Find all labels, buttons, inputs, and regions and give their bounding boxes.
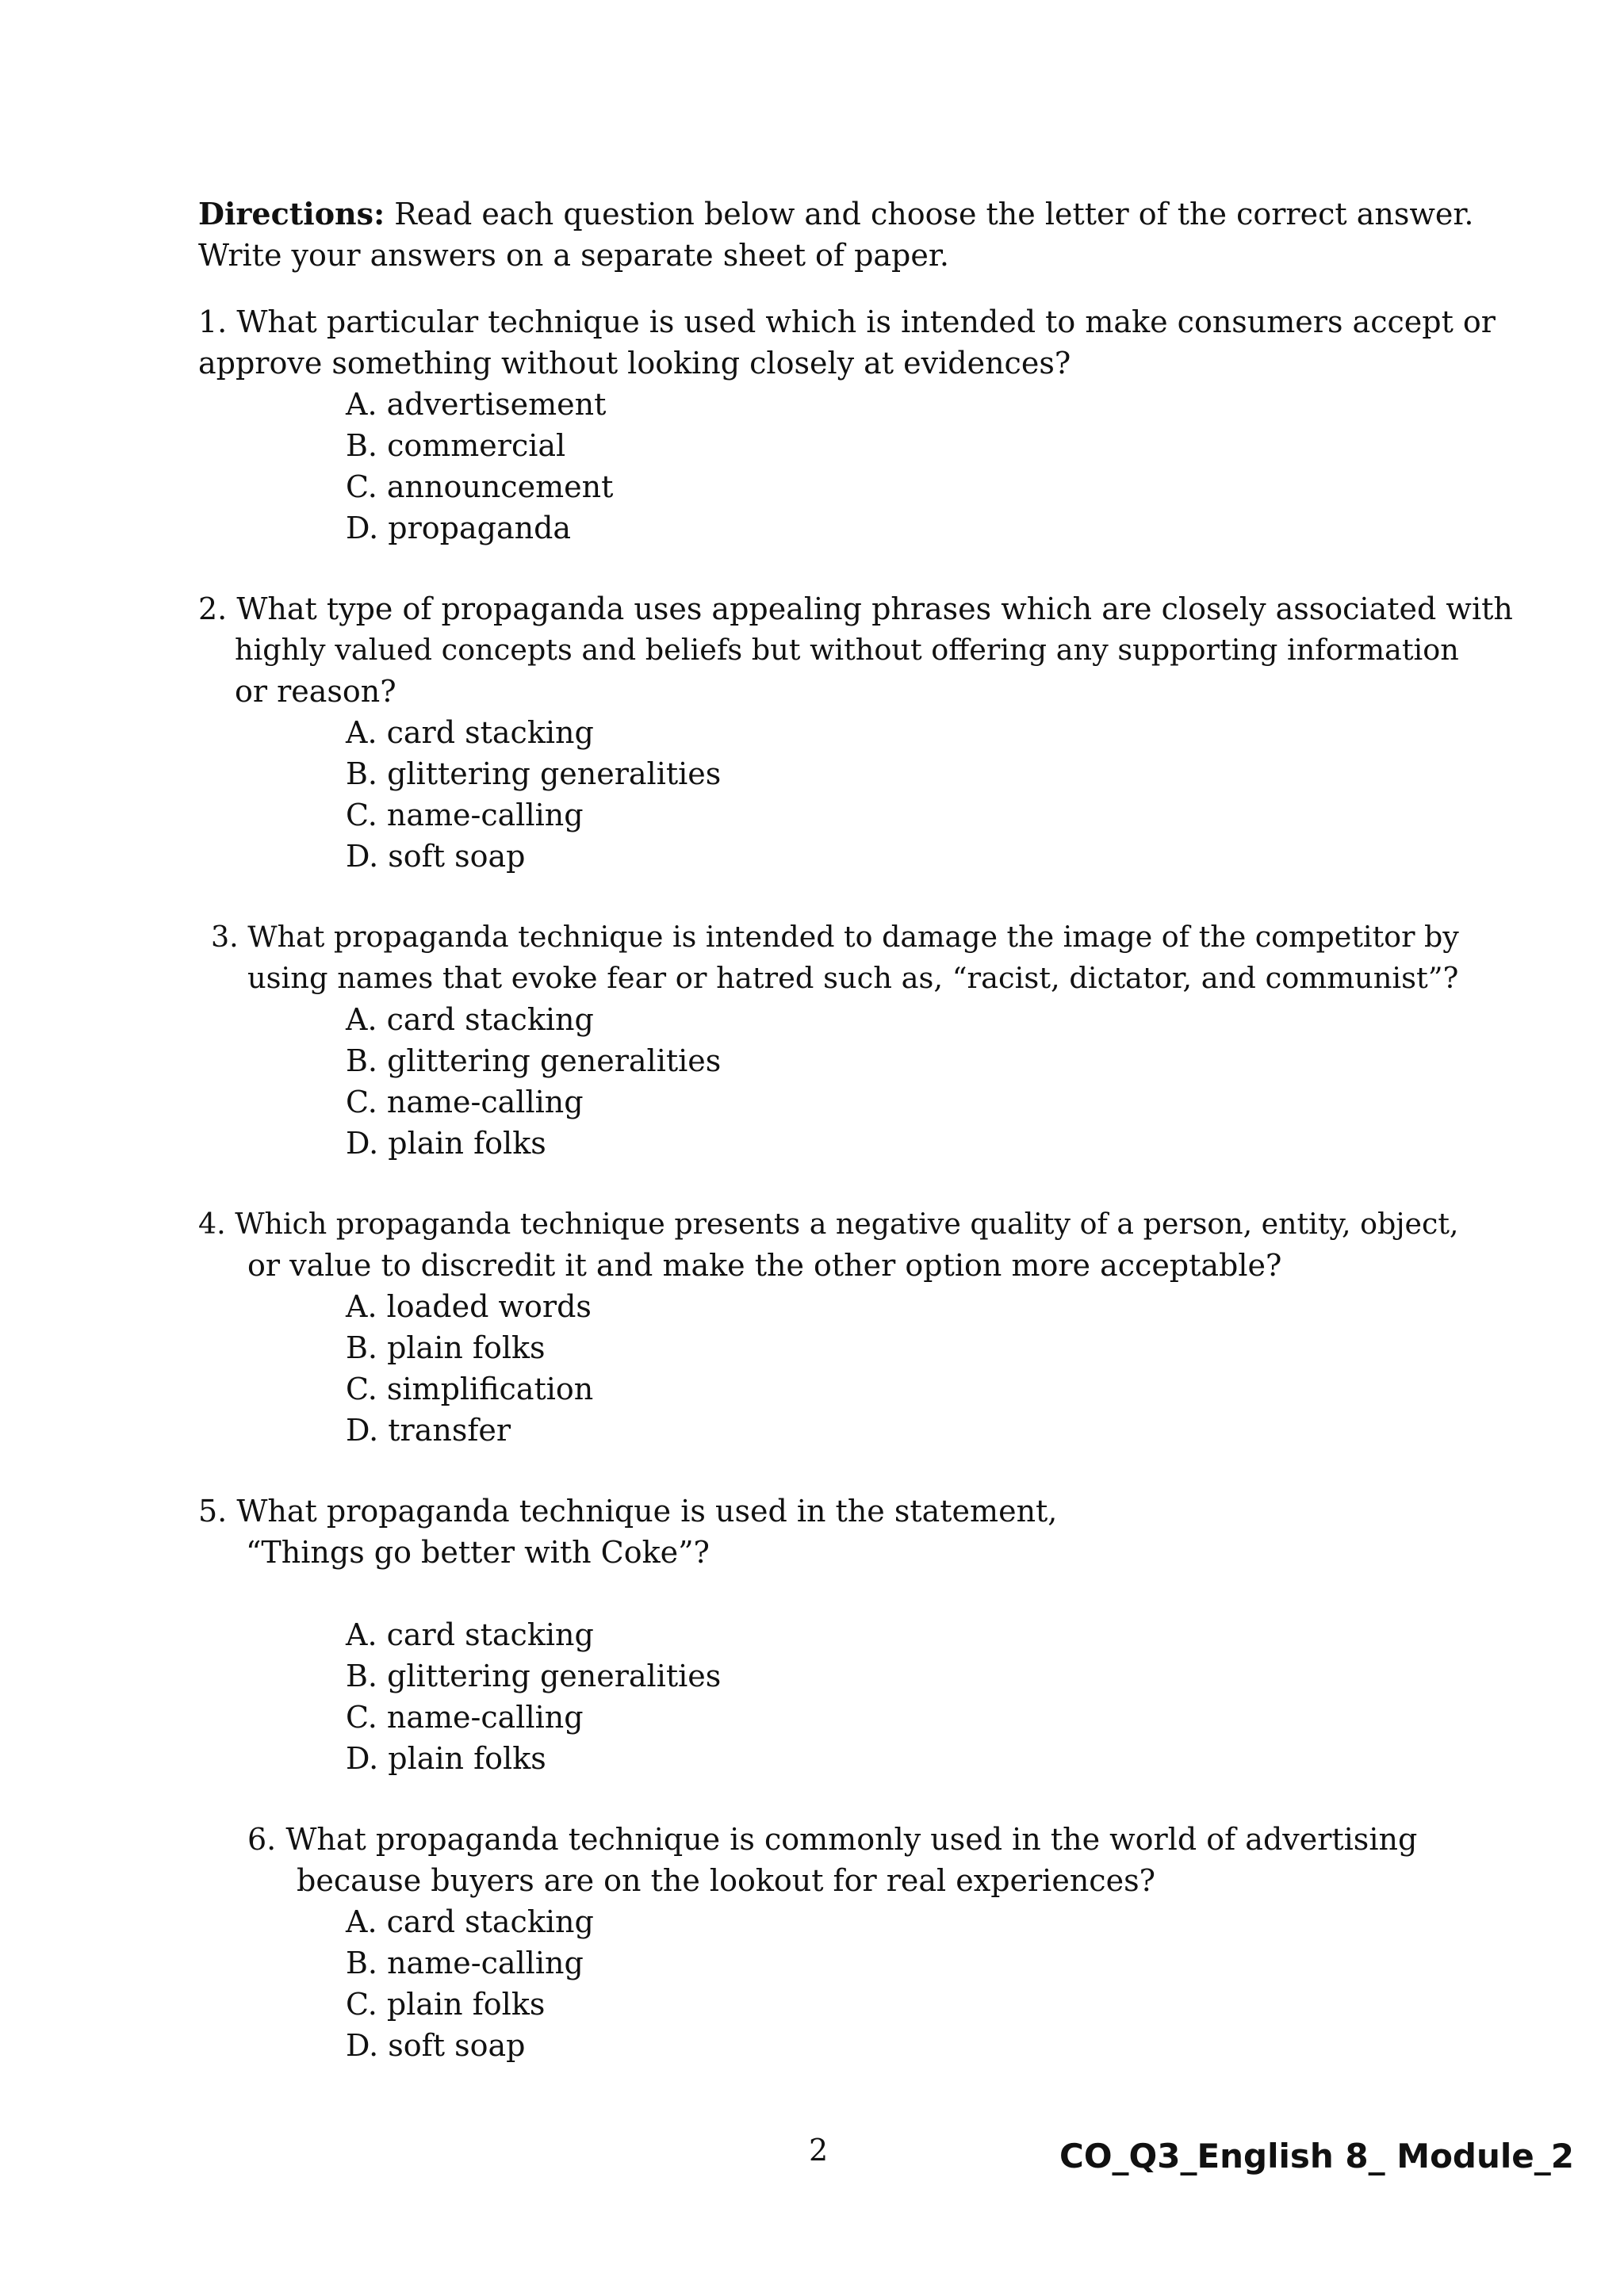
question-3-option-a: A. card stacking — [346, 1002, 594, 1037]
question-3-option-c: C. name-calling — [346, 1085, 584, 1119]
question-5-line-2: “Things go better with Coke”? — [246, 1535, 710, 1570]
question-1-line-1: 1. What particular technique is used which is intended to make consumers accept or — [198, 304, 1496, 339]
question-6-option-b: B. name-calling — [346, 1946, 584, 1980]
question-3-line-1: 3. What propaganda technique is intended to damage the image of the competitor by — [211, 920, 1459, 954]
question-4-line-2: or value to discredit it and make the other option more acceptable? — [247, 1248, 1282, 1283]
question-3-line-2: using names that evoke fear or hatred such as, “racist, dictator, and communist”? — [247, 961, 1459, 995]
question-2-option-d: D. soft soap — [346, 839, 526, 874]
question-5-option-a: A. card stacking — [346, 1617, 594, 1652]
question-1-option-b: B. commercial — [346, 428, 566, 463]
question-6-option-c: C. plain folks — [346, 1987, 546, 2022]
question-5-line-1: 5. What propaganda technique is used in the statement, — [198, 1494, 1058, 1529]
question-6-option-a: A. card stacking — [346, 1904, 594, 1939]
question-1-option-a: A. advertisement — [346, 387, 607, 422]
question-2-line-3: or reason? — [235, 674, 396, 709]
question-6-option-d: D. soft soap — [346, 2028, 526, 2063]
question-2-option-a: A. card stacking — [346, 715, 594, 750]
question-4-option-c: C. simplification — [346, 1372, 594, 1406]
question-2-option-b: B. glittering generalities — [346, 756, 722, 791]
question-2-option-c: C. name-calling — [346, 798, 584, 832]
directions-text: Read each question below and choose the letter of the correct answer. — [385, 197, 1474, 232]
question-5-option-d: D. plain folks — [346, 1741, 546, 1776]
directions-line-1 — [198, 193, 1474, 235]
question-2-line-1: 2. What type of propaganda uses appealing phrases which are closely associated with — [198, 591, 1513, 626]
question-3-option-b: B. glittering generalities — [346, 1043, 722, 1078]
directions-line-2: Write your answers on a separate sheet of paper. — [198, 238, 949, 273]
question-5-option-b: B. glittering generalities — [346, 1659, 722, 1693]
question-6-line-2: because buyers are on the lookout for real experiences? — [297, 1863, 1155, 1898]
directions-label: Directions: — [198, 196, 385, 232]
question-1-line-2: approve something without looking closely at evidences? — [198, 346, 1071, 381]
question-1-option-d: D. propaganda — [346, 511, 572, 545]
question-5-option-c: C. name-calling — [346, 1700, 584, 1735]
question-4-option-b: B. plain folks — [346, 1330, 546, 1365]
question-3-option-d: D. plain folks — [346, 1126, 546, 1161]
question-4-option-a: A. loaded words — [346, 1289, 592, 1324]
question-4-line-1: 4. Which propaganda technique presents a negative quality of a person, entity, object, — [198, 1207, 1459, 1241]
page-number: 2 — [809, 2133, 829, 2168]
module-code: CO_Q3_English 8_ Module_2 — [1059, 2137, 1574, 2175]
question-2-line-2: highly valued concepts and beliefs but without offering any supporting information — [235, 633, 1459, 667]
question-1-option-c: C. announcement — [346, 469, 614, 504]
question-4-option-d: D. transfer — [346, 1413, 511, 1448]
question-6-line-1: 6. What propaganda technique is commonly used in the world of advertising — [247, 1822, 1418, 1857]
